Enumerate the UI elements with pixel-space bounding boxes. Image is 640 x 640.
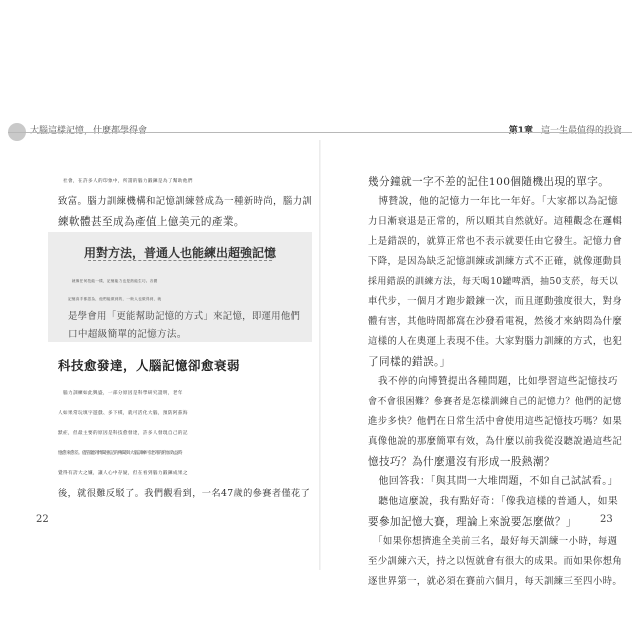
text-line: 下降，是因為缺乏記憶訓練或訓練方式不正確，就像運動員 (368, 256, 623, 267)
text-line: 幾分鐘就一字不差的記住100個隨機出現的單字。 (368, 176, 610, 188)
left-intro-paragraph (58, 172, 312, 232)
text-line: 憶愈來愈差。儘管聽到博聞強記的傳聞與大腦訓練可達到的附加效益時 (58, 451, 182, 456)
text-line: 力日漸衰退是正常的，所以順其自然就好。這種觀念在邏輯 (368, 216, 623, 227)
text-line: 這樣的人在奧運上表現不佳。大家對腦力訓練的方式，也犯 (368, 336, 623, 347)
text-line: 會不會很困難？參賽者是怎樣訓練自己的記憶力？他們的記憶 (368, 397, 622, 407)
text-line: 憶技巧？為什麼還沒有形成一股熱潮？ (368, 456, 555, 468)
header-rule (8, 132, 632, 133)
page-number-left: 22 (36, 514, 49, 525)
text-line: 車代步，一個月才跑步鍛鍊一次，而且運動強度很大，對身 (368, 296, 623, 307)
text-line: 腦力訓練如此興盛，一部分原因是科學研究證明，老年 (58, 391, 183, 396)
text-line: 覺得有誇大之嫌，讓人心中存疑，但在看到腦力鍛鍊成果之 (58, 471, 188, 476)
text-line: 採用錯誤的訓練方法，每天喝10罐啤酒，抽50支菸，每天以 (368, 277, 619, 287)
page-number-right: 23 (600, 514, 613, 525)
chapter-title: 這一生最值得的投資 (540, 126, 622, 136)
section-heading: 科技愈發達，人腦記憶卻愈衰弱 (58, 358, 241, 373)
text-line: 聽他這麼說，我有點好奇：「像我這樣的普通人，如果 (368, 496, 619, 507)
callout-title: 用對方法，普通人也能練出超強記憶 (83, 246, 276, 260)
left-body-paragraph (58, 384, 310, 504)
text-line: 「如果你想擠進全美前三名，最好每天訓練一小時，每週 (368, 536, 618, 547)
tip-callout-box (48, 232, 312, 342)
chapter-label: 第1章 (508, 126, 533, 136)
text-line: 後，就很難反駁了。我們觀看到，一名47歲的參賽者僅花了 (58, 488, 311, 499)
text-line: 逐世界第一，就必須在賽前六個月，每天訓練三至四小時。 (368, 576, 623, 587)
callout-divider (88, 260, 272, 261)
page-gutter (319, 140, 321, 570)
running-header-left: 大腦這樣記憶，什麼都學得會 (30, 126, 148, 136)
text-line: 默症，但最主要的原因是科技愈發達，許多人發現自己的記 (58, 431, 188, 436)
text-line: 練軟體甚至成為產值上億美元的產業。 (58, 216, 245, 228)
text-line: 社會，在許多人的印象中，所謂的腦力鍛鍊是為了幫助他們 (58, 179, 193, 184)
text-line: 博贊說，他的記憶力一年比一年好。「大家都以為記憶 (368, 196, 619, 207)
text-line: 體有害，其他時間都窩在沙發看電視，然後才來納悶為什麼 (368, 316, 623, 327)
text-line: 進步多快？他們在日常生活中會使用這些記憶技巧嗎？如果 (368, 416, 623, 427)
text-line: 我不停的向博贊提出各種問題，比如學習這些記憶技巧 (368, 376, 618, 387)
text-line: 上是錯誤的，就算正常也不表示就要任由它發生。記憶力會 (368, 236, 623, 247)
text-line: 他回答我：「與其問一大堆問題，不如自己試試看。」 (368, 476, 618, 487)
right-page-text (368, 172, 623, 592)
running-header-right (509, 123, 622, 136)
text-line: 真像他說的那麼簡單有效，為什麼以前我從沒聽說過這些記 (368, 436, 623, 447)
text-line: 要參加記憶大賽，理論上來說要怎麼做？」 (368, 516, 577, 528)
text-line: 記憶高手都認為，他們能做到的，一般人也做得到，就 (68, 297, 162, 301)
text-line: 人如果常玩填字遊戲、多下棋，就可活化大腦，預防阿茲海 (58, 411, 188, 416)
text-line: 至少訓練六天，持之以恆就會有很大的成果。而如果你想角 (368, 556, 623, 567)
text-line: 了同樣的錯誤。」 (368, 356, 451, 368)
text-line: 口中超級簡單的記憶方法。 (68, 329, 187, 340)
text-line: 就像任何技能一樣，記憶能力也是熟能生巧。各國 (68, 279, 158, 283)
callout-body (68, 272, 300, 344)
text-line: 致富。腦力訓練機構和記憶訓練營成為一種新時尚，腦力訓 (58, 196, 313, 207)
text-line: 是學會用「更能幫助記憶的方式」來記憶，即運用他們 (68, 311, 301, 322)
